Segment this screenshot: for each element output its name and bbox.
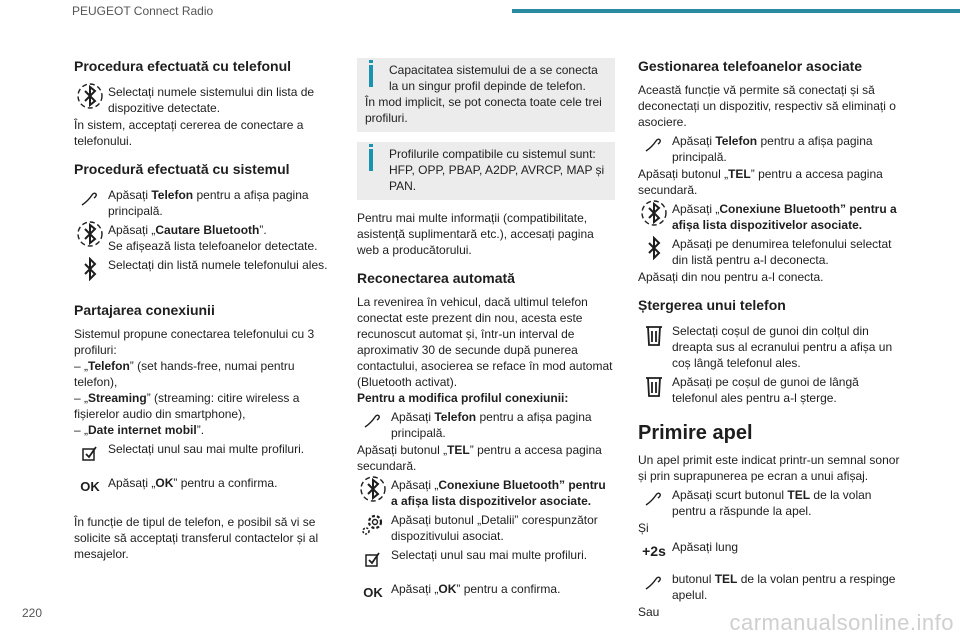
section-title-delete: Ștergerea unui telefon [638, 297, 786, 313]
step-bluetooth-search: Apăsați „Cautare Bluetooth”. Se afișează lista telefoanelor detectate. [74, 220, 332, 254]
paragraph-transfer: În funcție de tipul de telefon, e posibil să vi se solicite să acceptați transferul contactelor și al mesajelor. [74, 515, 319, 561]
step-select-trash: Selectați coșul de gunoi din colțul din dreapta sus al ecranului pentru a afișa un coș lângă telefonul ales. [638, 321, 906, 371]
step-bluetooth-connection: Apăsați „Conexiune Bluetooth” pentru a afișa lista dispozitivelor asociate. [357, 475, 615, 509]
touch-icon [636, 485, 672, 513]
step-select-system: Selectați numele sistemului din lista de dispozitive detectate. [74, 82, 332, 116]
step-confirm-ok-2: OK Apăsați „OK” pentru a confirma. [363, 582, 561, 600]
bluetooth-icon [636, 234, 672, 262]
touch-icon [72, 185, 108, 213]
step-short-press: Apăsați scurt butonul TEL de la volan pentru a răspunde la apel. [638, 485, 906, 519]
step-select-phone: Selectați din listă numele telefonului ales. [74, 255, 332, 283]
touch-icon [636, 131, 672, 159]
step-select-profiles: Selectați unul sau mai multe profiluri. [74, 439, 332, 467]
step-press-telefon-2: Apăsați Telefon pentru a afișa pagina principală. [357, 407, 615, 441]
paragraph-accept: În sistem, acceptați cererea de conectare a telefonului. [74, 118, 304, 148]
step-select-profiles-2: Selectați unul sau mai multe profiluri. [357, 545, 615, 573]
bluetooth-search-icon [72, 220, 108, 248]
gear-icon [355, 510, 391, 538]
column-3: Gestionarea telefoanelor asociate Această funcție vă permite să conectați și să deconectați un dispozitiv, respectiv să eliminați o asociere. Apăsați Telefon pentru a afișa pagina principală. Apăsați butonul „TEL” pentru a accesa pagina secundară. Apăsați „Conexiune Bluetooth” pentru a afișa lista dispozitivelor asociate. Apăsați pe denumirea telefonului selectat din listă pentru a-l deconecta. Apăsați din nou pentru a-l conecta. Ștergerea unui telefon Selectați coșul de gunoi din colțul din dreapta sus al ecranului pentru a afișa un coș lângă telefonul ales. Apăsați pe coșul de gunoi de lângă telefonul ales pentru a-l șterge. Primire apel Un apel primit este indicat printr-un semnal sonor și prin suprapunerea pe ecran a unui afișaj. Apăsați scurt butonul TEL de la volan pentru a răspunde la apel. Și +2s Apăsați lung butonul TEL de la volan pentru a respinge apelul. Sau [638, 58, 906, 620]
trash-icon [636, 321, 672, 349]
column-1: Procedura efectuată cu telefonul Selectați numele sistemului din lista de dispozitive detectate. În sistem, acceptați cererea de conectare a telefonului. Procedură efectuată cu sistemul Apăsați Telefon pentru a afișa pagina principală. Apăsați „Cautare Bluetooth”. Se afișează lista telefoanelor detectate. Selectați din listă numele telefonului ales. Partajarea conexiunii Sistemul propune conectarea telefonului cu 3 profiluri: – „Telefon” (set hands-free, numai pentru telefon), – „Streaming” (streaming: citire wireless a fișierelor audio din smartphone), – „Date internet mobil”. Selectați unul sau mai multe profiluri. OK Apăsați „OK” pentru a confirma. În funcție de tipul de telefon, e posibil să vi se solicite să acceptați transferul contactelor și al mesajelor. [74, 58, 332, 562]
header-accent-bar [512, 9, 960, 13]
bluetooth-phone-icon [636, 199, 672, 227]
step-long-press: +2s Apăsați lung [642, 540, 739, 559]
info-icon [369, 65, 373, 87]
step-details: Apăsați butonul „Detalii” corespunzător dispozitivului asociat. [357, 510, 615, 544]
bluetooth-phone-icon [72, 82, 108, 110]
section-title-manage: Gestionarea telefoanelor asociate [638, 58, 863, 74]
step-reject: butonul TEL de la volan pentru a respinge apelul. [638, 569, 906, 603]
info-icon [369, 149, 373, 171]
page-number: 220 [22, 606, 43, 620]
running-header: PEUGEOT Connect Radio [72, 4, 214, 18]
section-title-reconnect: Reconectarea automată [357, 270, 515, 286]
step-bluetooth-connection-3: Apăsați „Conexiune Bluetooth” pentru a afișa lista dispozitivelor asociate. [638, 199, 906, 233]
step-delete-phone: Apăsați pe coșul de gunoi de lângă telefonul ales pentru a-l șterge. [638, 372, 906, 406]
checkbox-edit-icon [355, 545, 391, 573]
bluetooth-icon [72, 255, 108, 283]
watermark: carmanualsonline.info [729, 610, 954, 635]
step-press-telefon-3: Apăsați Telefon pentru a afișa pagina principală. [638, 131, 906, 165]
section-title-incoming-call: Primire apel [638, 422, 753, 444]
checkbox-edit-icon [72, 439, 108, 467]
info-note-compatible: Profilurile compatibile cu sistemul sunt: HFP, OPP, PBAP, A2DP, AVRCP, MAP și PAN. [357, 142, 615, 200]
info-note-profile: Capacitatea sistemului de a se conecta la un singur profil depinde de telefon. În mod implicit, se pot conecta toate cele trei profiluri. [357, 58, 615, 132]
section-title-phone-procedure: Procedura efectuată cu telefonul [74, 58, 292, 74]
bluetooth-phone-icon [355, 475, 391, 503]
step-disconnect: Apăsați pe denumirea telefonului selectat din listă pentru a-l deconecta. [638, 234, 906, 268]
long-press-2s-icon: +2s [642, 543, 666, 559]
step-press-telefon: Apăsați Telefon pentru a afișa pagina principală. [74, 185, 332, 219]
step-confirm-ok: OK Apăsați „OK” pentru a confirma. [80, 476, 278, 494]
column-2: Capacitatea sistemului de a se conecta la un singur profil depinde de telefon. În mod implicit, se pot conecta toate cele trei profiluri. Profilurile compatibile cu sistemul sunt: HFP, OPP, PBAP, A2DP, AVRCP, MAP și PAN. Pentru mai multe informații (compatibilitate, asistență suplimentară etc.), accesați pagina web a producătorului. Reconectarea automată La revenirea în vehicul, dacă ultimul telefon conectat este prezent din nou, acesta este recunoscut automat și, într-un interval de aproximativ 30 de secunde după punerea contactului, asocierea se reface în mod automat (Bluetooth activat). Pentru a modifica profilul conexiunii: Apăsați Telefon pentru a afișa pagina principală. Apăsați butonul „TEL” pentru a accesa pagina secundară. Apăsați „Conexiune Bluetooth” pentru a afișa lista dispozitivelor asociate. Apăsați butonul „Detalii” corespunzător dispozitivului asociat. Selectați unul sau mai multe profiluri. OK Apăsați „OK” pentru a confirma. [357, 58, 615, 608]
touch-icon [355, 407, 391, 435]
trash-icon [636, 372, 672, 400]
ok-icon: OK [363, 585, 383, 600]
ok-icon: OK [80, 479, 100, 494]
section-title-sharing: Partajarea conexiunii [74, 302, 215, 318]
section-title-system-procedure: Procedură efectuată cu sistemul [74, 161, 290, 177]
touch-icon [636, 569, 672, 597]
